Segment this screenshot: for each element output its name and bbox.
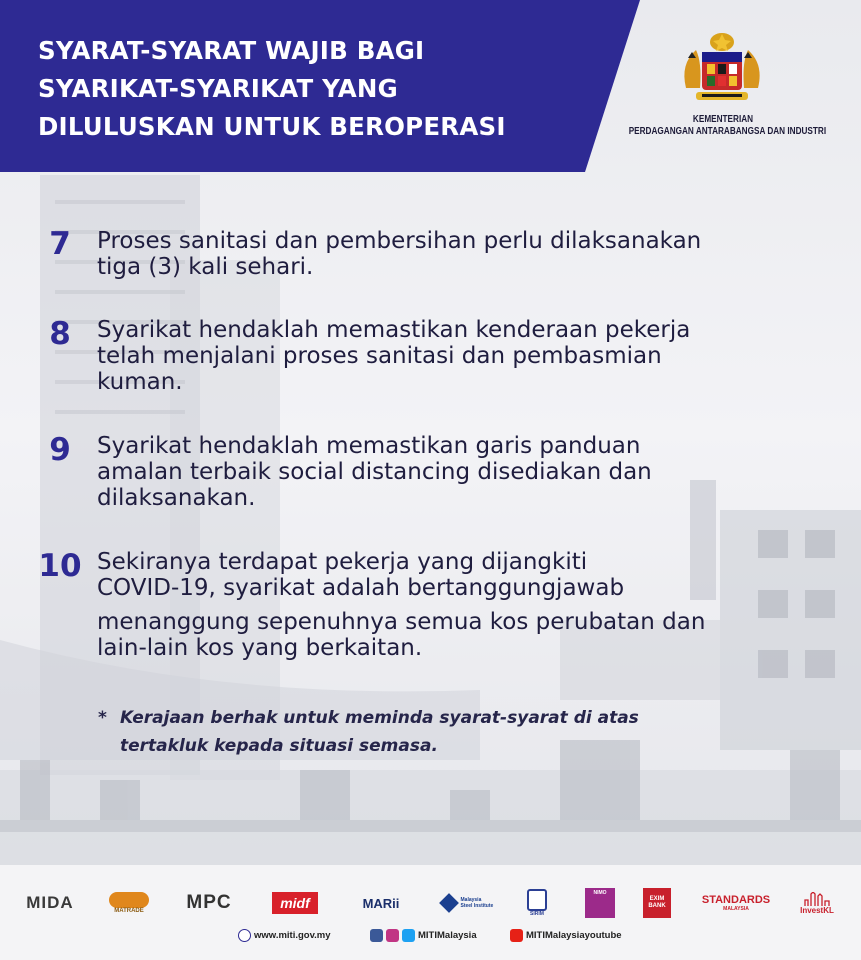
investkl-logo: InvestKL (792, 880, 842, 926)
item-number: 10 (38, 548, 82, 584)
footer-youtube[interactable] (510, 929, 622, 942)
item-text-line: dilaksanakan. (97, 485, 256, 511)
sirim-logo: SIRIM (520, 880, 554, 926)
item-text-line: lain-lain kos yang berkaitan. (97, 635, 423, 661)
item-text-line: Syarikat hendaklah memastikan kenderaan pekerja (97, 317, 691, 343)
footer-website[interactable] (238, 929, 331, 942)
ministry-label-line1: KEMENTERIAN (692, 114, 754, 125)
item-text-line: Sekiranya terdapat pekerja yang dijangkiti (97, 549, 588, 575)
note-line: tertakluk kepada situasi semasa. (120, 736, 438, 756)
item-text-line: tiga (3) kali sehari. (97, 254, 314, 280)
ministry-label-line2: PERDAGANGAN ANTARABANGSA DAN INDUSTRI (628, 126, 827, 137)
malaysia-coat-of-arms-icon (672, 28, 772, 112)
youtube-handle[interactable]: MITIMalaysiayoutube (526, 930, 622, 941)
item-text-line: Proses sanitasi dan pembersihan perlu dilaksanakan (97, 228, 702, 254)
item-text-line: COVID-19, syarikat adalah bertanggungjawab (97, 575, 625, 601)
note-asterisk: * (98, 708, 107, 728)
youtube-icon[interactable] (510, 929, 523, 942)
twitter-icon[interactable] (402, 929, 415, 942)
matrade-logo: MATRADE (104, 880, 154, 926)
footer (0, 927, 861, 949)
website-link[interactable]: www.miti.gov.my (254, 930, 331, 941)
item-text-line: kuman. (97, 369, 183, 395)
item-text-line: Syarikat hendaklah memastikan garis panduan (97, 433, 641, 459)
note-line: Kerajaan berhak untuk meminda syarat-syarat di atas (120, 708, 639, 728)
title-line-1: SYARAT-SYARAT WAJIB BAGI (38, 36, 425, 65)
facebook-icon[interactable] (370, 929, 383, 942)
mida-logo: MIDA (26, 893, 74, 912)
partner-logos (0, 880, 861, 930)
item-text-line: telah menjalani proses sanitasi dan pembasmian (97, 343, 662, 369)
mpc-logo: MPC (186, 892, 232, 913)
footer-social[interactable] (370, 929, 477, 942)
item-number: 8 (49, 316, 71, 352)
item-text-line: amalan terbaik social distancing disediakan dan (97, 459, 652, 485)
title-line-2: SYARIKAT-SYARIKAT YANG (38, 74, 398, 103)
item-number: 7 (49, 226, 71, 262)
kl-skyline-icon (803, 892, 831, 906)
item-number: 9 (49, 432, 71, 468)
standards-malaysia-logo: STANDARDS MALAYSIA (701, 894, 771, 912)
midf-logo: midf (265, 880, 325, 926)
social-handle[interactable]: MITIMalaysia (418, 930, 477, 941)
title-line-3: DILULUSKAN UNTUK BEROPERASI (38, 112, 506, 141)
globe-icon (238, 929, 251, 942)
nimo-logo: NIMO (583, 880, 617, 926)
item-text-line: menanggung sepenuhnya semua kos perubatan dan (97, 609, 706, 635)
malaysia-steel-institute-logo: Malaysia Steel Institute (438, 880, 498, 926)
exim-bank-logo: EXIM BANK (640, 880, 674, 926)
marii-logo: MARii (362, 895, 400, 911)
instagram-icon[interactable] (386, 929, 399, 942)
